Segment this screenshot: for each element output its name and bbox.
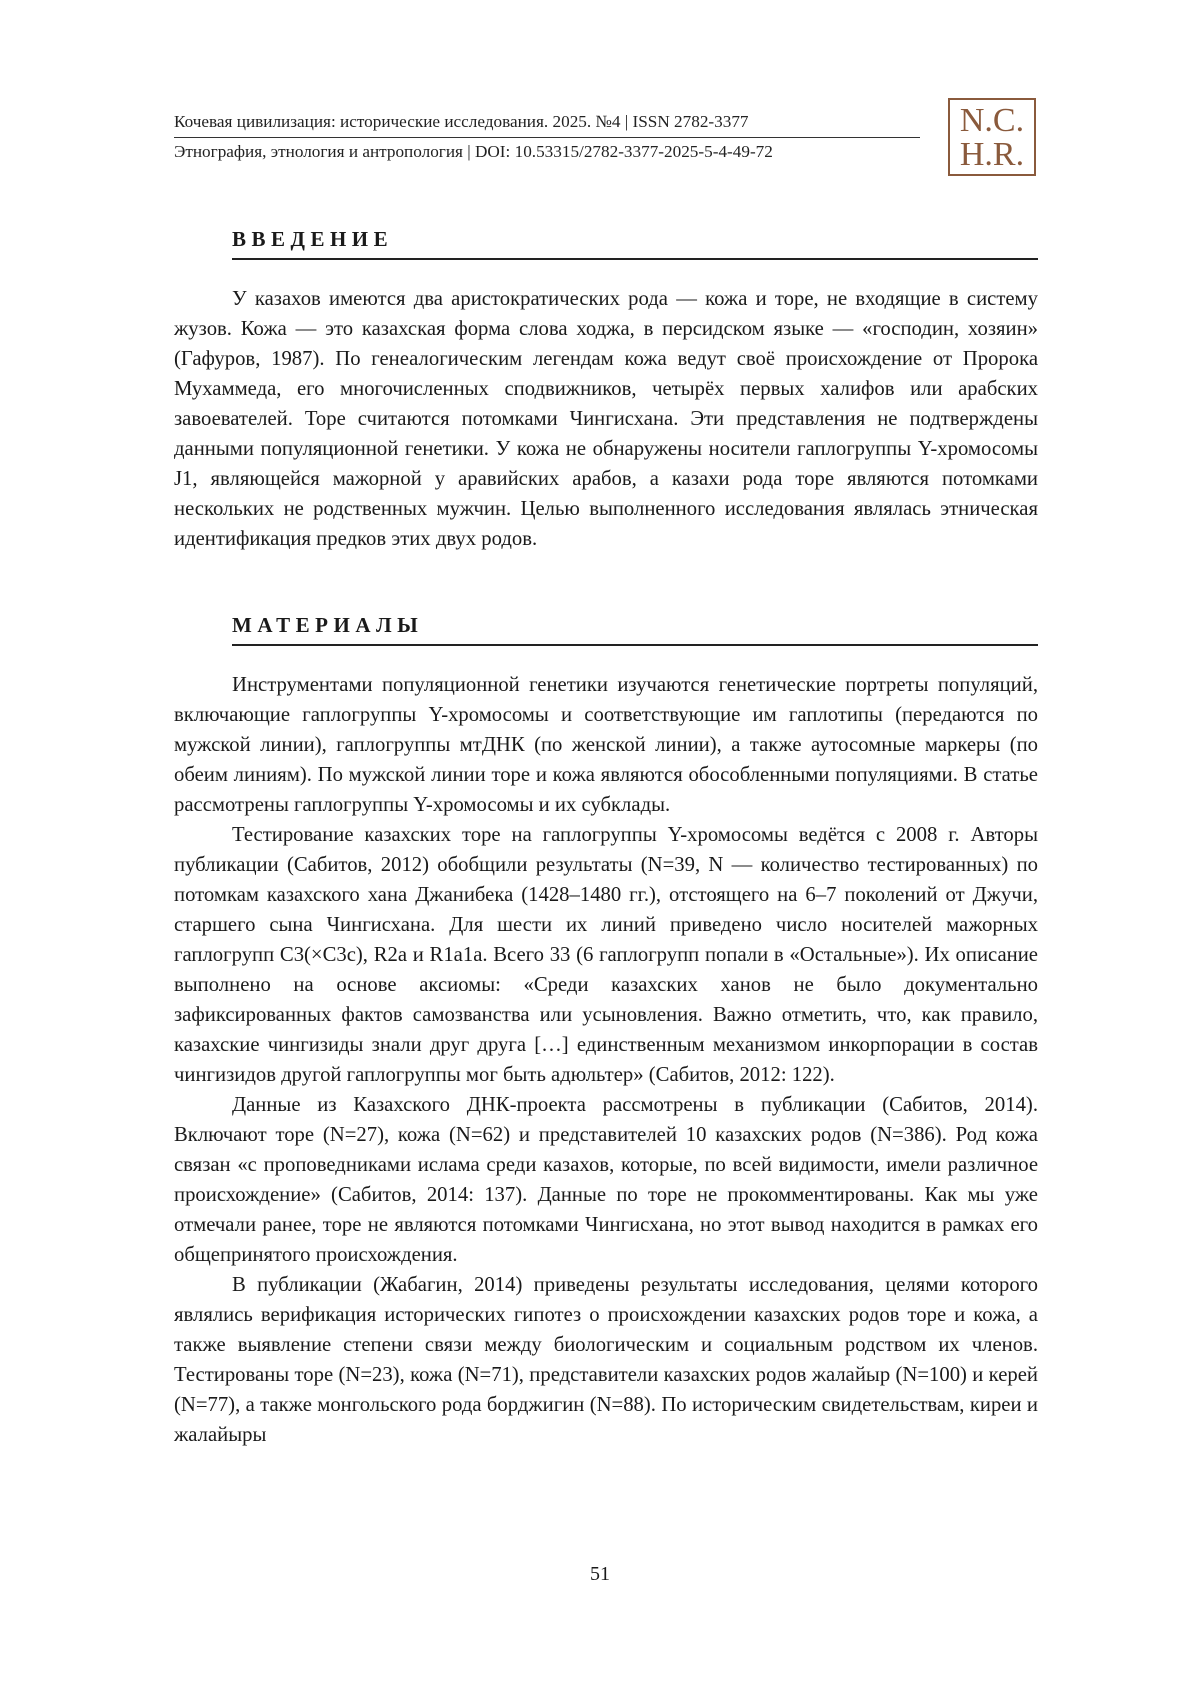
logo-bottom-text: H.R. <box>959 136 1025 173</box>
page-number: 51 <box>590 1563 610 1585</box>
running-header <box>174 108 920 166</box>
intro-body <box>174 284 1038 554</box>
materials-heading: МАТЕРИАЛЫ <box>232 612 1038 646</box>
materials-body <box>174 670 1038 1450</box>
journal-citation: Кочевая цивилизация: исторические исследования. 2025. №4 | ISSN 2782-3377 <box>174 108 920 138</box>
logo-top-text: N.C. <box>959 102 1025 139</box>
journal-logo <box>948 98 1036 176</box>
intro-heading: ВВЕДЕНИЕ <box>232 226 1038 260</box>
section-doi: Этнография, этнология и антропология | DOI: 10.53315/2782-3377-2025-5-4-49-72 <box>174 142 773 161</box>
materials-paragraph: Данные из Казахского ДНК-проекта рассмотрены в публикации (Сабитов, 2014). Включают торе (N=27), кожа (N=62) и представителей 10 казахских родов (N=386). Род кожа связан «с проповедниками ислама среди казахов, которые, по всей видимости, имели различное происхождение» (Сабитов, 2014: 137). Данные по торе не прокомментированы. Как мы уже отмечали ранее, торе не являются потомками Чингисхана, но этот вывод находится в рамках его общепринятого происхождения. <box>174 1094 1038 1266</box>
materials-paragraph: В публикации (Жабагин, 2014) приведены результаты исследования, целями которого являлись верификация исторических гипотез о происхождении казахских родов торе и кожа, а также выявление степени связи между биологическим и социальным родством их членов. Тестированы торе (N=23), кожа (N=71), представители казахских родов жалайыр (N=100) и керей (N=77), а также монгольского рода борджигин (N=88). По историческим свидетельствам, киреи и жалайыры <box>174 1274 1038 1446</box>
materials-paragraph: Инструментами популяционной генетики изучаются генетические портреты популяций, включающие гаплогруппы Y-хромосомы и соответствующие им гаплотипы (передаются по мужской линии), гаплогруппы мтДНК (по женской линии), а также аутосомные маркеры (по обеим линиям). По мужской линии торе и кожа являются обособленными популяциями. В статье рассмотрены гаплогруппы Y-хромосомы и их субклады. <box>174 674 1038 816</box>
intro-paragraph: У казахов имеются два аристократических рода — кожа и торе, не входящие в систему жузов. Кожа — это казахская форма слова ходжа, в персидском языке — «господин, хозяин» (Гафуров, 1987). По генеалогическим легендам кожа ведут своё происхождение от Пророка Мухаммеда, его многочисленных сподвижников, четырёх первых халифов или арабских завоевателей. Торе считаются потомками Чингисхана. Эти представления не подтверждены данными популяционной генетики. У кожа не обнаружены носители гаплогруппы Y-хромосомы J1, являющейся мажорной у аравийских арабов, а казахи рода торе являются потомками нескольких не родственных мужчин. Целью выполненного исследования являлась этническая идентификация предков этих двух родов. <box>174 288 1038 550</box>
materials-paragraph: Тестирование казахских торе на гаплогруппы Y-хромосомы ведётся с 2008 г. Авторы публикации (Сабитов, 2012) обобщили результаты (N=39, N — количество тестированных) по потомкам казахского хана Джанибека (1428–1480 гг.), отстоящего на 6–7 поколений от Джучи, старшего сына Чингисхана. Для шести их линий приведено число носителей мажорных гаплогрупп С3(×С3с), R2a и R1a1a. Всего 33 (6 гаплогрупп попали в «Остальные»). Их описание выполнено на основе аксиомы: «Среди казахских ханов не было документально зафиксированных фактов самозванства или усыновления. Важно отметить, что, как правило, казахские чингизиды знали друг друга […] единственным механизмом инкорпорации в состав чингизидов другой гаплогруппы мог быть адюльтер» (Сабитов, 2012: 122). <box>174 824 1038 1086</box>
